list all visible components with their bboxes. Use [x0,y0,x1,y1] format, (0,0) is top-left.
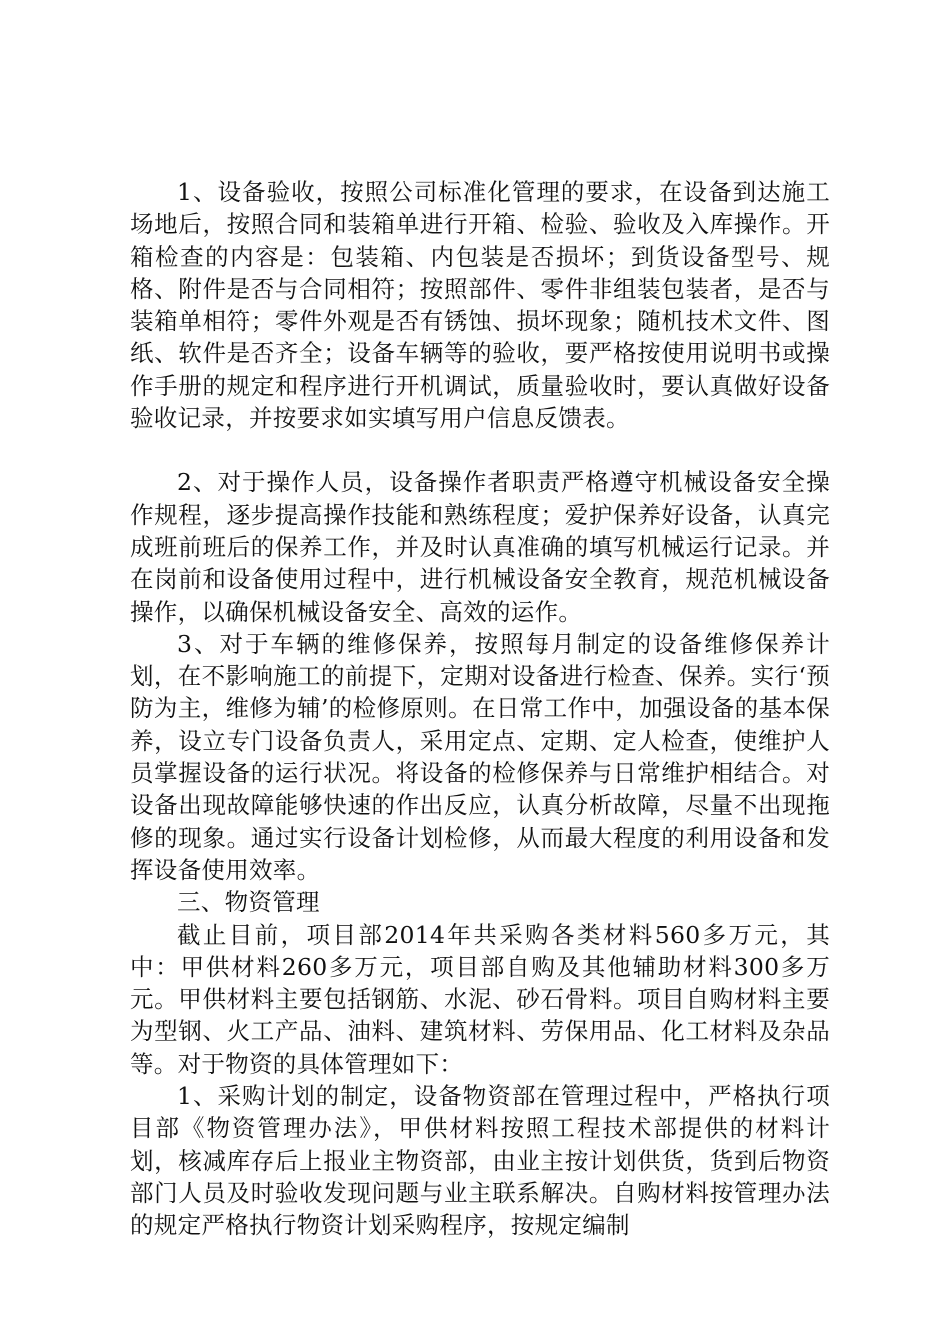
paragraph-equipment-acceptance: 1、设备验收，按照公司标准化管理的要求，在设备到达施工场地后，按照合同和装箱单进行开箱、检验、验收及入库操作。开箱检查的内容是：包装箱、内包装是否损坏；到货设备型号、规格、附件是否与合同相符；按照部件、零件非组装包装者，是否与装箱单相符；零件外观是否有锈蚀、损坏现象；随机技术文件、图纸、软件是否齐全；设备车辆等的验收，要严格按使用说明书或操作手册的规定和程序进行开机调试，质量验收时，要认真做好设备验收记录，并按要求如实填写用户信息反馈表。 [130,178,830,433]
paragraph-spacer [130,434,830,466]
paragraph-operators: 2、对于操作人员，设备操作者职责严格遵守机械设备安全操作规程，逐步提高操作技能和熟练程度；爱护保养好设备，认真完成班前班后的保养工作，并及时认真准确的填写机械运行记录。并在岗前和设备使用过程中，进行机械设备安全教育，规范机械设备操作，以确保机械设备安全、高效的运作。 [130,468,830,626]
paragraph-vehicle-maintenance: 3、对于车辆的维修保养，按照每月制定的设备维修保养计划，在不影响施工的前提下，定期对设备进行检查、保养。实行‘预防为主，维修为辅’的检修原则。在日常工作中，加强设备的基本保养，设立专门设备负责人，采用定点、定期、定人检查，使维护人员掌握设备的运行状况。将设备的检修保养与日常维护相结合。对设备出现故障能够快速的作出反应，认真分析故障，尽量不出现拖修的现象。通过实行设备计划检修，从而最大程度的利用设备和发挥设备使用效率。 [130,629,830,884]
paragraph-materials-summary: 截止目前，项目部2014年共采购各类材料560多万元，其中：甲供材料260多万元，项目部自购及其他辅助材料300多万元。甲供材料主要包括钢筋、水泥、砂石骨料。项目自购材料主要为型钢、火工产品、油料、建筑材料、劳保用品、化工材料及杂品等。对于物资的具体管理如下： [130,920,830,1078]
paragraph-procurement-plan: 1、采购计划的制定，设备物资部在管理过程中，严格执行项目部《物资管理办法》，甲供材料按照工程技术部提供的材料计划，核减库存后上报业主物资部，由业主按计划供货，货到后物资部门人员及时验收发现问题与业主联系解决。自购材料按管理办法的规定严格执行物资计划采购程序，按规定编制 [130,1082,830,1240]
document-body [130,176,830,1242]
section-heading-materials: 三、物资管理 [177,888,320,917]
